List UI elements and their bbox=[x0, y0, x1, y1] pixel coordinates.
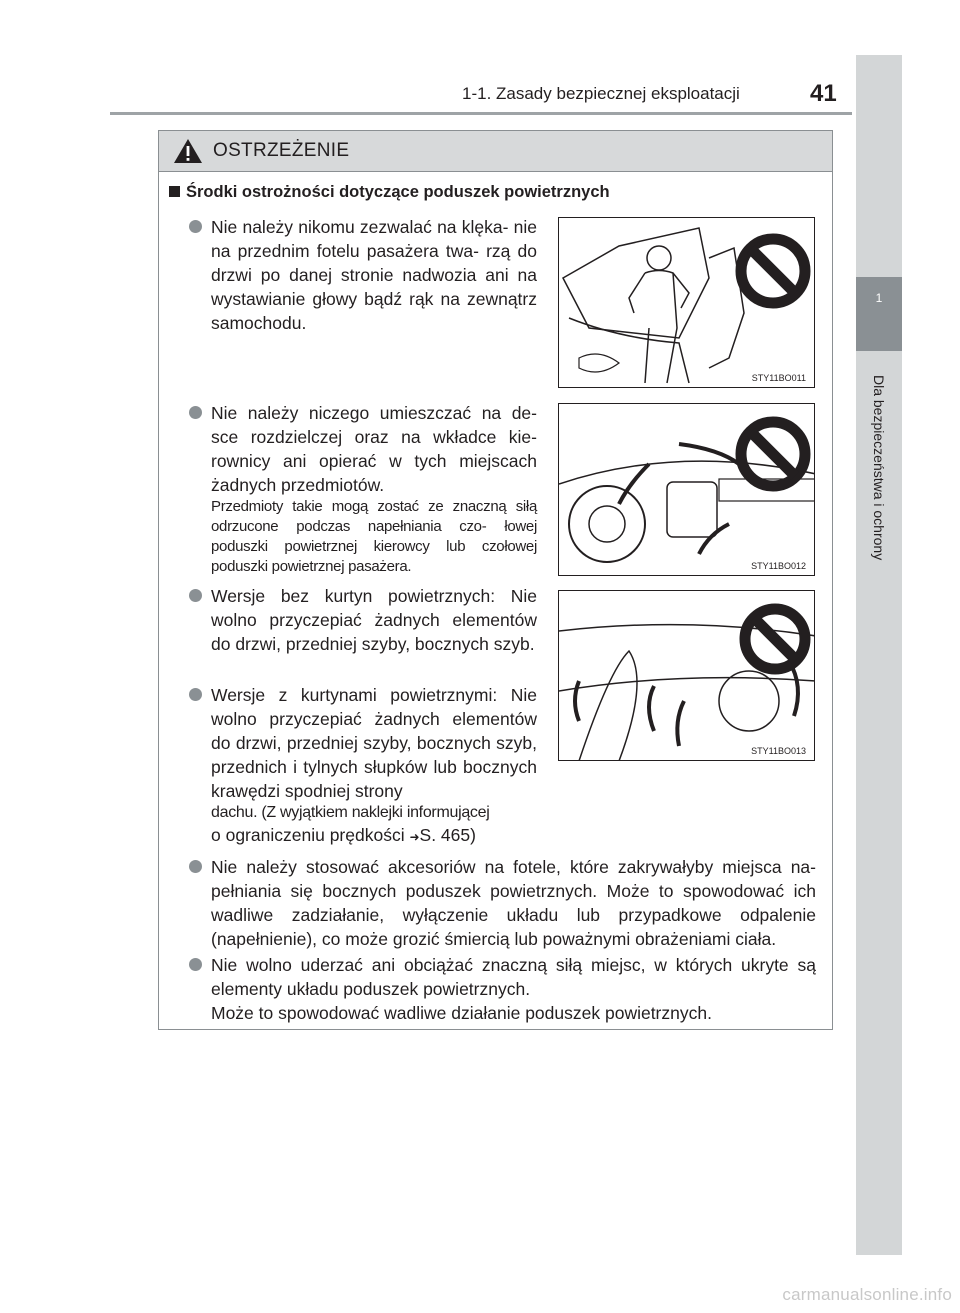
list-item bbox=[211, 683, 537, 849]
bullet-icon bbox=[189, 860, 202, 873]
item-note: Przedmioty takie mogą zostać ze znaczną siłą odrzucone podczas napełniania czo- łowej poduszki powietrznej kierowcy lub czołowej poduszki powietrznej pasażera. bbox=[211, 498, 537, 575]
warning-triangle-icon bbox=[173, 138, 203, 164]
prohibited-icon bbox=[559, 218, 815, 388]
section-title-text: Środki ostrożności dotyczące poduszek powietrznych bbox=[186, 183, 610, 201]
item-text-continued: Może to spowodować wadliwe działanie poduszek powietrznych. bbox=[211, 1003, 712, 1023]
figure-windows bbox=[558, 590, 815, 761]
item-text: Nie należy stosować akcesoriów na fotele, które zakrywałyby miejsca na- pełniania się bocznych poduszek powietrznych. Może to spowodować ich wadliwe zadziałanie, wyłączenie układu lub przypadkowe odpalenie (napełnienie), co może grozić śmiercią lub poważnymi obrażeniami ciała. bbox=[211, 857, 816, 949]
figure-passenger-seat bbox=[558, 217, 815, 388]
item-text: Nie wolno uderzać ani obciążać znaczną siłą miejsc, w których ukryte są elementy układu poduszek powietrznych. bbox=[211, 955, 816, 999]
item-text: Nie należy niczego umieszczać na de- sce rozdzielczej oraz na wkładce kie- rownicy ani opierać w tych miejscach żadnych przedmiotów. bbox=[211, 403, 537, 495]
reference-arrow-icon: ➜ bbox=[409, 830, 420, 844]
warning-header bbox=[159, 131, 832, 172]
item-tail-text: o ograniczeniu prędkości bbox=[211, 825, 405, 845]
list-item bbox=[211, 401, 537, 577]
chapter-label: Dla bezpieczeństwa i ochrony bbox=[871, 375, 887, 561]
page-reference-link[interactable]: S. 465) bbox=[419, 825, 476, 845]
chapter-side-tab bbox=[856, 55, 902, 1255]
header-title: 1-1. Zasady bezpiecznej eksploatacji bbox=[462, 84, 740, 103]
item-tail bbox=[211, 823, 537, 849]
list-item bbox=[211, 584, 537, 656]
figure-code: STY11BO011 bbox=[751, 373, 806, 383]
list-item bbox=[211, 953, 816, 1025]
figure-dashboard bbox=[558, 403, 815, 576]
prohibited-icon bbox=[559, 404, 815, 576]
bullet-icon bbox=[189, 220, 202, 233]
list-item bbox=[211, 215, 537, 335]
item-note: dachu. (Z wyjątkiem naklejki informującej bbox=[211, 804, 490, 821]
item-text: Nie należy nikomu zezwalać na klęka- nie na przednim fotelu pasażera twa- rzą do drzwi po danej stronie nadwozia ani na wystawianie głowy bądź rąk na zewnątrz samochodu. bbox=[211, 217, 537, 333]
watermark: carmanualsonline.info bbox=[782, 1285, 952, 1304]
bullet-icon bbox=[189, 688, 202, 701]
list-item bbox=[211, 855, 816, 951]
chapter-number: 1 bbox=[856, 277, 902, 351]
item-text: Wersje z kurtynami powietrznymi: Nie wolno przyczepiać żadnych elementów do drzwi, przedniej szyby, bocznych szyb, przednich i tylnych słupków lub bocznych krawędzi spodniej strony bbox=[211, 685, 537, 801]
bullet-icon bbox=[189, 958, 202, 971]
figure-code: STY11BO012 bbox=[751, 561, 806, 571]
bullet-icon bbox=[189, 406, 202, 419]
warning-title: OSTRZEŻENIE bbox=[213, 140, 350, 161]
bullet-icon bbox=[189, 589, 202, 602]
section-title bbox=[169, 183, 610, 202]
section-square-icon bbox=[169, 186, 180, 197]
warning-box bbox=[158, 130, 833, 1030]
page-number: 41 bbox=[810, 80, 837, 107]
prohibited-icon bbox=[559, 591, 815, 761]
header-rule bbox=[110, 112, 852, 115]
item-text: Wersje bez kurtyn powietrznych: Nie wolno przyczepiać żadnych elementów do drzwi, przedniej szyby, bocznych szyb. bbox=[211, 586, 537, 654]
figure-code: STY11BO013 bbox=[751, 746, 806, 756]
